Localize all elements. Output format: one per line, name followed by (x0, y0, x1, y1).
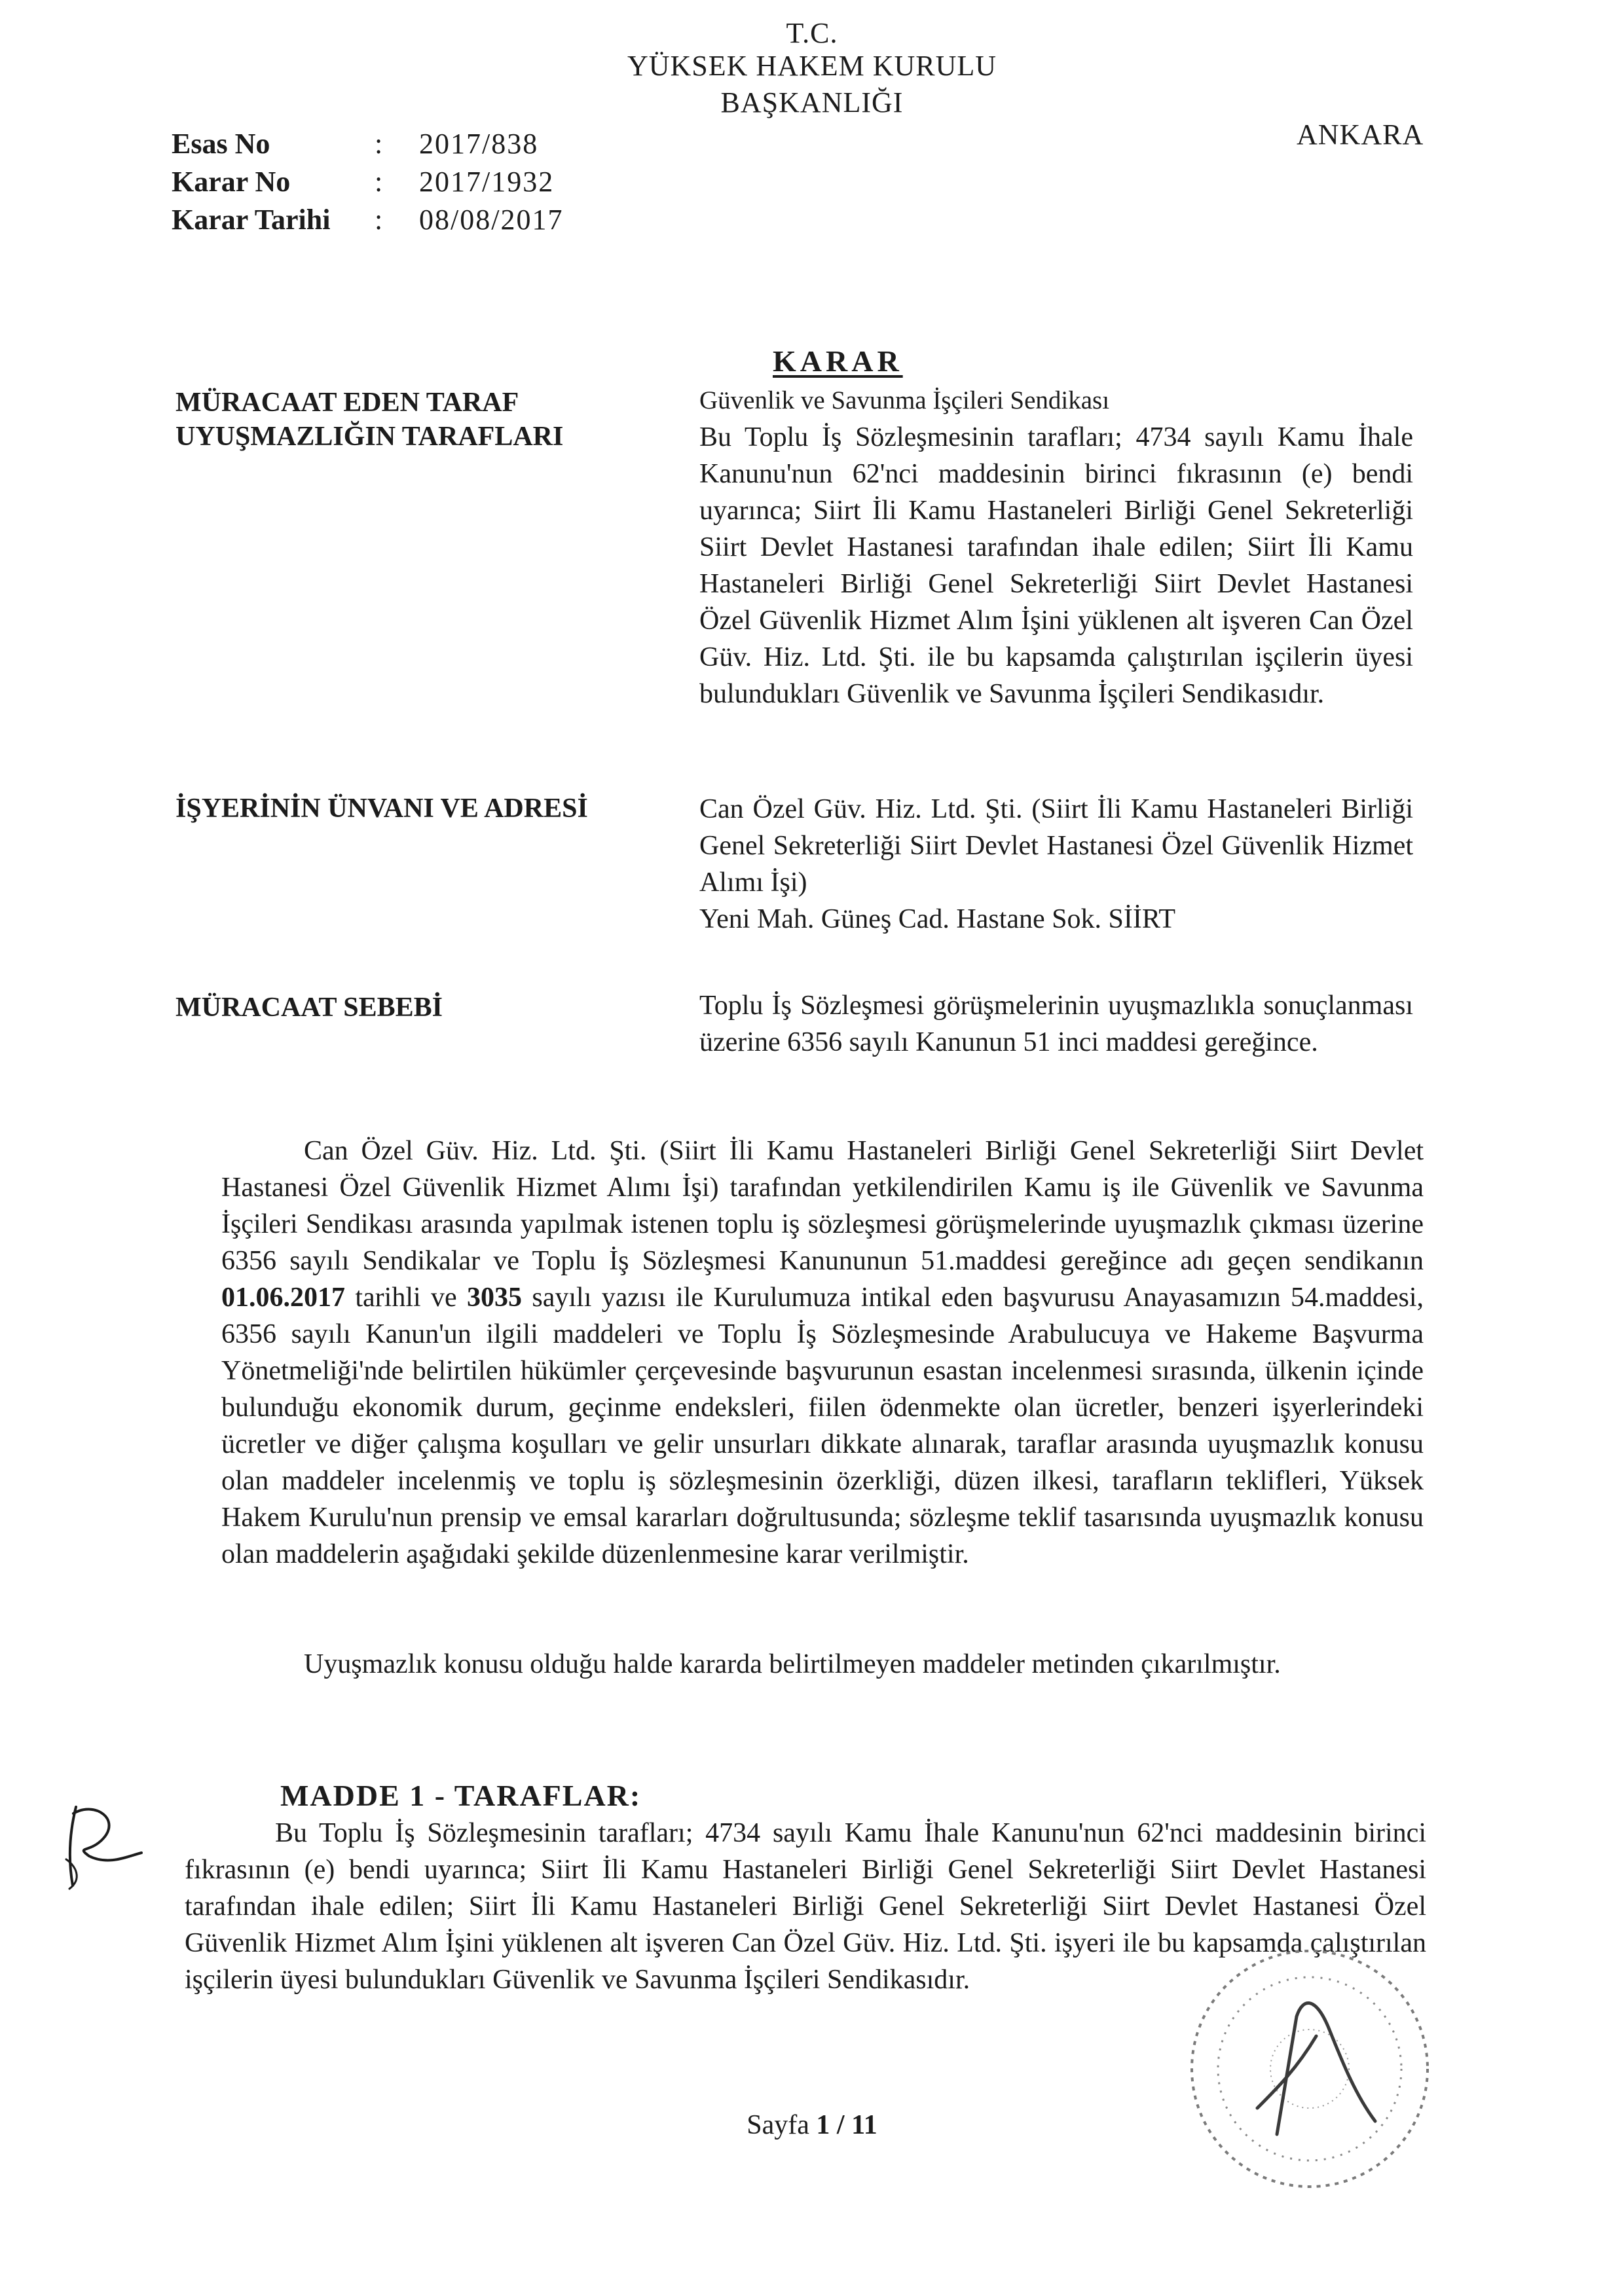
header-tc: T.C. (786, 17, 838, 49)
current-page: 1 (816, 2110, 830, 2140)
meta-value: 08/08/2017 (419, 204, 564, 236)
header-department: BAŞKANLIĞI (720, 86, 904, 118)
body-text: sayılı yazısı ile Kurulumuza intikal eden başvurusu Anayasamızın 54.maddesi, 6356 sayılı Kanun'un ilgili maddeleri ve Toplu İş Sözleşmesinde Arabulucuya ve Hakeme Başvurma Yönetmeliği'nde belirtilen hükümler çerçevesinde başvurunun esastan incelenmesi sırasında, ülkenin içinde bulunduğu ekonomik durum, geçinme endeksleri, fiilen ödenmekte olan ücretler, benzeri işyerlerindeki ücretler ve diğer çalışma koşulları ve gelir unsurları dikkate alınarak, taraflar arasında uyuşmazlık konusu olan maddeler incelenmiş ve toplu iş sözleşmesinin özerkliği, düzen ilkesi, tarafların teklifleri, Yüksek Hakem Kurulu'nun prensip ve emsal kararları doğrultusunda; sözleşme teklif tasarısında uyuşmazlık konusu olan maddelerin aşağıdaki şekilde düzenlenmesine karar verilmiştir. (221, 1283, 1424, 1569)
reason-text: Toplu İş Sözleşmesi görüşmelerinin uyuşmazlıkla sonuçlanması üzerine 6356 sayılı Kanunun 51 inci maddesi gereğince. (699, 991, 1413, 1057)
parties-text: Bu Toplu İş Sözleşmesinin tarafları; 4734 sayılı Kamu İhale Kanunu'nun 62'nci maddesinin birinci fıkrasının (e) bendi uyarınca; Siirt İli Kamu Hastaneleri Birliği Genel Sekreterliği Siirt Devlet Hastanesi tarafından ihale edilen; Siirt İli Kamu Hastaneleri Birliği Genel Sekreterliği Siirt Devlet Hastanesi Özel Güvenlik Hizmet Alım İşini yüklenen alt işveren Can Özel Güv. Hiz. Ltd. Şti. ile bu kapsamda çalıştırılan işçilerin üyesi bulundukları Güvenlik ve Savunma İşçileri Sendikasıdır. (699, 422, 1413, 709)
meta-colon: : (375, 204, 383, 236)
meta-label: Karar No (172, 166, 291, 198)
applicant-text: Güvenlik ve Savunma İşçileri Sendikası (699, 386, 1110, 414)
body-text: Can Özel Güv. Hiz. Ltd. Şti. (Siirt İli Kamu Hastaneleri Birliği Genel Sekreterliği Siirt Devlet Hastanesi Özel Güvenlik Hizmet Alımı İşi) tarafından yetkilendirilen Kamu iş ile Güvenlik ve Savunma İşçileri Sendikası arasında yapılmak istenen toplu iş sözleşmesi görüşmelerinde uyuşmazlık çıkması üzerine 6356 sayılı Sendikalar ve Toplu İş Sözleşmesi Kanununun 51.maddesi gereğince adı geçen sendikanın (221, 1136, 1424, 1276)
applicant-label: MÜRACAAT EDEN TARAF (175, 388, 519, 418)
letter-number: 3035 (467, 1283, 523, 1313)
body-text: tarihli ve (345, 1283, 468, 1313)
article-heading: MADDE 1 - TARAFLAR: (280, 1779, 642, 1812)
total-pages: 11 (851, 2110, 877, 2140)
application-date: 01.06.2017 (221, 1283, 345, 1313)
meta-value: 2017/838 (419, 128, 539, 160)
workplace-label: İŞYERİNİN ÜNVANI VE ADRESİ (175, 793, 588, 824)
body-paragraph-2: Uyuşmazlık konusu olduğu halde kararda belirtilmeyen maddeler metinden çıkarılmıştır. (304, 1649, 1281, 1679)
page-prefix: Sayfa (747, 2110, 809, 2140)
header-organization: YÜKSEK HAKEM KURULU (627, 50, 997, 82)
header-city: ANKARA (1297, 118, 1424, 151)
article-text: Bu Toplu İş Sözleşmesinin tarafları; 4734 sayılı Kamu İhale Kanunu'nun 62'nci maddesinin birinci fıkrasının (e) bendi uyarınca; Siirt İli Kamu Hastaneleri Birliği Genel Sekreterliği Siirt Devlet Hastanesi tarafından ihale edilen; Siirt İli Kamu Hastaneleri Birliği Genel Sekreterliği Siirt Devlet Hastanesi Özel Güvenlik Hizmet Alım İşini yüklenen alt işveren Can Özel Güv. Hiz. Ltd. Şti. işyeri ile bu kapsamda çalıştırılan işçilerin üyesi bulundukları Güvenlik ve Savunma İşçileri Sendikasıdır. (185, 1818, 1426, 1995)
workplace-text: Can Özel Güv. Hiz. Ltd. Şti. (Siirt İli Kamu Hastaneleri Birliği Genel Sekreterliği Siirt Devlet Hastanesi Özel Güvenlik Hizmet Alımı İşi) (699, 794, 1413, 898)
meta-colon: : (375, 128, 383, 160)
official-stamp-icon (1179, 1938, 1441, 2200)
page-separator: / (836, 2110, 845, 2140)
handwritten-initials-icon (50, 1794, 148, 1899)
meta-value: 2017/1932 (419, 166, 555, 198)
reason-label: MÜRACAAT SEBEBİ (175, 993, 443, 1023)
meta-label: Esas No (172, 128, 270, 160)
meta-colon: : (375, 166, 383, 198)
body-paragraph-1 (221, 1133, 1424, 1573)
meta-label: Karar Tarihi (172, 204, 331, 236)
decision-heading: KARAR (773, 344, 903, 378)
parties-label: UYUŞMAZLIĞIN TARAFLARI (175, 422, 564, 452)
workplace-address: Yeni Mah. Güneş Cad. Hastane Sok. SİİRT (699, 904, 1176, 934)
